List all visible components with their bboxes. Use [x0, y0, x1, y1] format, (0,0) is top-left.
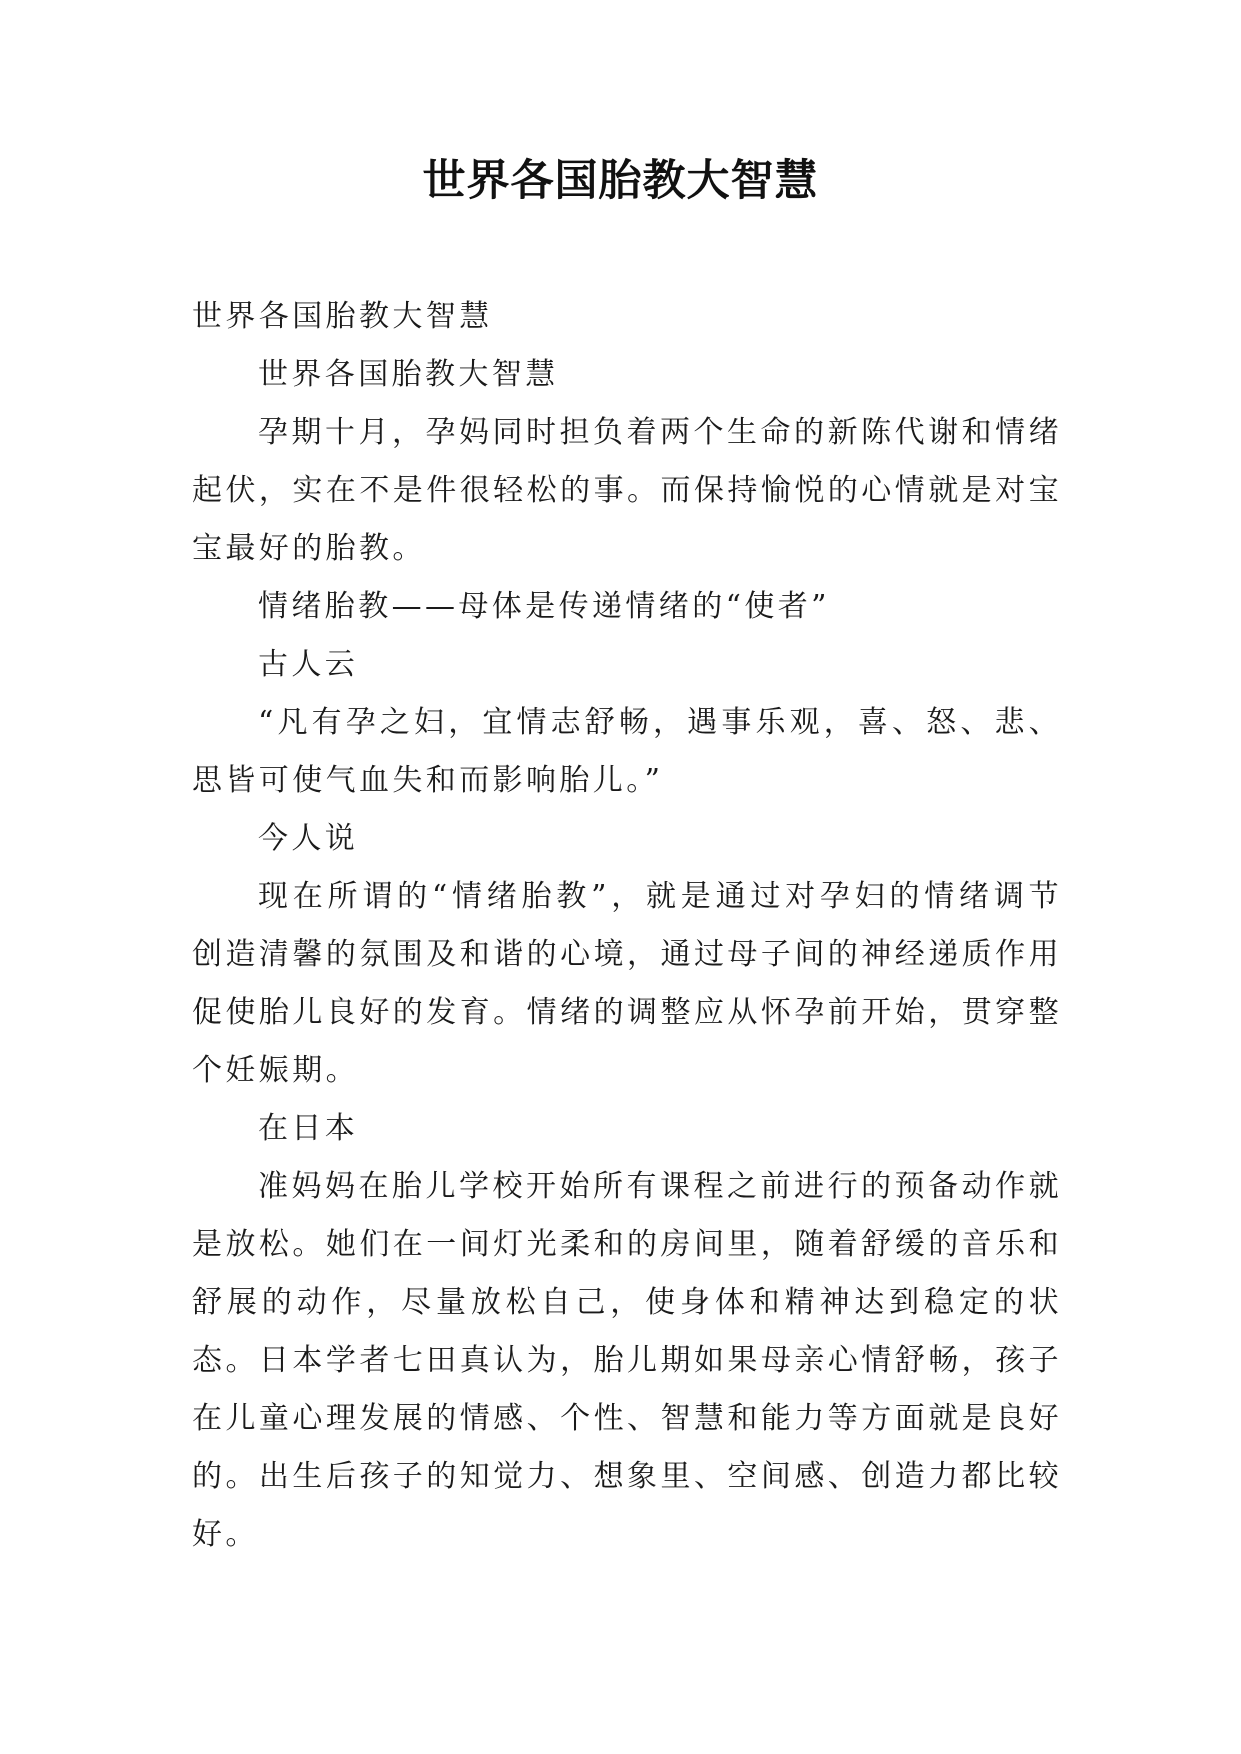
paragraph-emotional-education: 现在所谓的“情绪胎教”，就是通过对孕妇的情绪调节创造清馨的氛围及和谐的心境，通过母子间的神经递质作用促使胎儿良好的发育。情绪的调整应从怀孕前开始，贯穿整个妊娠期。 [192, 879, 1062, 1088]
paragraph-intro: 孕期十月，孕妈同时担负着两个生命的新陈代谢和情绪起伏，实在不是件很轻松的事。而保持愉悦的心情就是对宝宝最好的胎教。 [192, 415, 1062, 566]
paragraph-japan-label: 在日本 [258, 1111, 359, 1146]
paragraph-ancients-quote: “凡有孕之妇，宜情志舒畅，遇事乐观，喜、怒、悲、思皆可使气血失和而影响胎儿。” [192, 705, 1062, 798]
document-body [192, 288, 1062, 1564]
paragraph-subheading: 世界各国胎教大智慧 [258, 357, 559, 392]
paragraph-moderns-label: 今人说 [258, 821, 359, 856]
paragraph-section-heading: 情绪胎教——母体是传递情绪的“使者” [258, 589, 830, 624]
paragraph-heading: 世界各国胎教大智慧 [192, 299, 493, 334]
paragraph-japan-body: 准妈妈在胎儿学校开始所有课程之前进行的预备动作就是放松。她们在一间灯光柔和的房间里，随着舒缓的音乐和舒展的动作，尽量放松自己，使身体和精神达到稳定的状态。日本学者七田真认为，胎儿期如果母亲心情舒畅，孩子在儿童心理发展的情感、个性、智慧和能力等方面就是良好的。出生后孩子的知觉力、想象里、空间感、创造力都比较好。 [192, 1169, 1062, 1552]
paragraph-ancients-label: 古人云 [258, 647, 359, 682]
document-title: 世界各国胎教大智慧 [422, 156, 819, 206]
